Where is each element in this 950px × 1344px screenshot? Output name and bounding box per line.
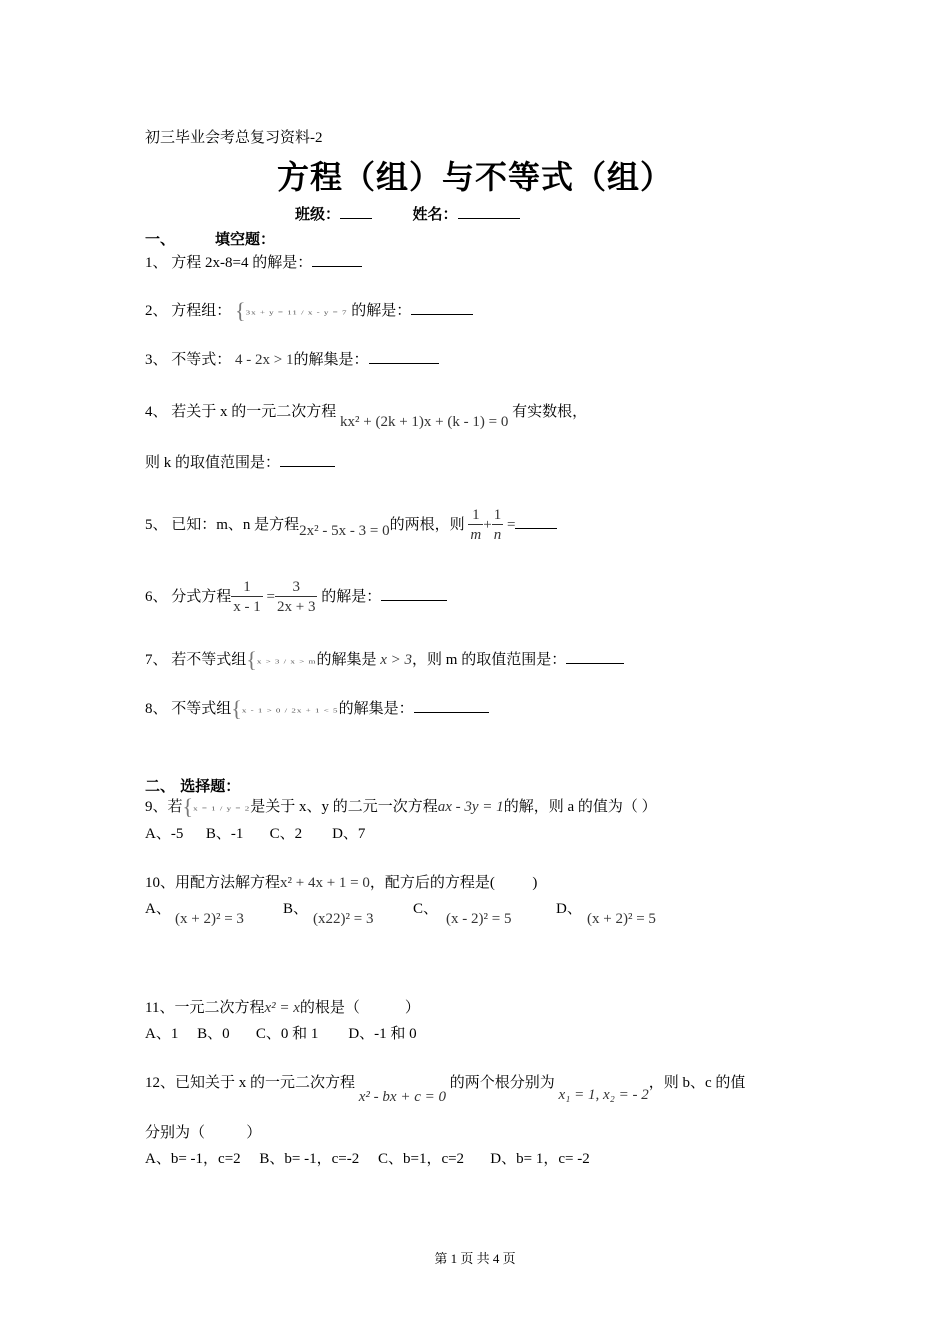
q10-optA: (x + 2)² = 3: [175, 911, 244, 927]
q11-expr: x² = x: [264, 1000, 300, 1016]
q6-prefix: 6、 分式方程: [145, 588, 232, 605]
q6-eq: =: [266, 588, 275, 605]
q11-options: A、1 B、0 C、0 和 1 D、-1 和 0: [145, 1026, 417, 1042]
q8-system: x - 1 > 0 / 2x + 1 < 5: [241, 706, 339, 714]
q8-prefix: 8、 不等式组: [145, 701, 232, 717]
q10-optC-label: C、: [413, 901, 439, 917]
q9-prefix: 9、若: [145, 799, 183, 815]
q10-optD-label: D、: [556, 901, 582, 917]
q12-suffix: ，则 b、c 的值: [648, 1075, 746, 1091]
q4-line2: 则 k 的取值范围是：: [145, 455, 281, 471]
q3-expr: 4 - 2x > 1: [235, 352, 294, 368]
q10-suffix: ，配方后的方程是( ): [369, 875, 538, 891]
q5-frac1: $\frac{1}{m}$: [470, 507, 482, 543]
question-12: [145, 1073, 746, 1105]
page-footer: 第 1 页 共 4 页: [434, 1251, 516, 1266]
q7-blank[interactable]: [566, 649, 624, 664]
question-5: [145, 506, 557, 545]
q12-expr: x² - bx + c = 0: [358, 1089, 446, 1105]
q4-blank[interactable]: [280, 452, 335, 467]
q10-optC: (x - 2)² = 5: [446, 911, 512, 927]
question-2: [145, 300, 473, 322]
q2-blank[interactable]: [411, 300, 473, 315]
q12-mid: 的两个根分别为: [449, 1075, 555, 1091]
q1-text: 1、 方程 2x-8=4 的解是：: [145, 255, 313, 271]
q10-optB: (x22)² = 3: [313, 911, 374, 927]
q6-blank[interactable]: [381, 586, 447, 601]
q9-mid: 是关于 x、y 的二元一次方程: [250, 799, 438, 815]
q2-suffix: 的解是：: [351, 303, 412, 319]
q10-prefix: 10、用配方法解方程: [145, 875, 281, 891]
q3-blank[interactable]: [369, 349, 439, 364]
question-10: [145, 873, 537, 893]
q9-system: x = 1 / y = 2: [193, 804, 251, 812]
q7-suffix: ，则 m 的取值范围是：: [412, 652, 567, 668]
q3-suffix: 的解集是：: [293, 352, 369, 368]
q5-eq: =: [506, 516, 516, 533]
question-7: [145, 649, 624, 671]
q5-blank[interactable]: [515, 514, 557, 529]
q5-expr: 2x² - 5x - 3 = 0: [299, 522, 390, 539]
question-6: [145, 578, 447, 617]
section1-num: 一、: [145, 230, 176, 248]
q5-plus: +: [483, 516, 492, 533]
q3-prefix: 3、 不等式：: [145, 352, 232, 368]
q10-optD: (x + 2)² = 5: [587, 911, 656, 927]
brace-icon: {: [231, 696, 242, 721]
question-1: [145, 252, 362, 273]
q5-frac2: $\frac{1}{n}$: [493, 507, 502, 543]
q9-suffix: 的解，则 a 的值为（ ）: [503, 799, 657, 815]
class-label: 班级：: [295, 205, 341, 223]
question-8: [145, 698, 489, 720]
q5-mid: 的两根，则: [389, 516, 465, 533]
q7-system: x > 3 / x > m: [256, 657, 317, 665]
q7-prefix: 7、 若不等式组: [145, 652, 247, 668]
q9-options: A、-5 B、-1 C、2 D、7: [145, 826, 366, 842]
section1-title: 填空题：: [215, 230, 276, 248]
q5-prefix: 5、 已知：m、n 是方程: [145, 516, 300, 533]
q6-frac1: $\frac{1}{x - 1}$: [233, 579, 261, 615]
q12-line2: 分别为（ ）: [145, 1125, 262, 1141]
question-11: [145, 998, 420, 1018]
doc-title: 方程（组）与不等式（组）: [276, 158, 673, 196]
q8-blank[interactable]: [414, 698, 489, 713]
brace-icon: {: [246, 647, 257, 672]
q12-options: A、b= -1，c=2 B、b= -1，c=-2 C、b=1，c=2 D、b= 1，c= -2: [145, 1151, 590, 1167]
q4-prefix: 4、 若关于 x 的一元二次方程: [145, 404, 337, 420]
q6-frac2: $\frac{3}{2x + 3}$: [276, 579, 316, 615]
q1-blank[interactable]: [312, 252, 362, 267]
q9-expr: ax - 3y = 1: [437, 799, 504, 815]
doc-subtitle: 初三毕业会考总复习资料-2: [145, 130, 323, 146]
q11-suffix: 的根是（ ）: [299, 1000, 420, 1016]
section1-heading: [145, 228, 275, 249]
q4-suffix: 有实数根，: [512, 404, 588, 420]
q2-prefix: 2、 方程组：: [145, 303, 232, 319]
question-3: [145, 349, 439, 370]
q10-expr: x² + 4x + 1 = 0: [280, 875, 370, 891]
brace-icon: {: [235, 298, 246, 323]
q6-suffix: 的解是：: [321, 588, 382, 605]
q8-suffix: 的解集是：: [338, 701, 414, 717]
question-4-line2: [145, 452, 335, 473]
q7-mid: 的解集是: [316, 652, 377, 668]
question-4: [145, 402, 588, 430]
q4-expr: kx² + (2k + 1)x + (k - 1) = 0: [340, 414, 509, 430]
question-9: [145, 794, 657, 819]
info-line: [295, 203, 520, 224]
name-blank[interactable]: [458, 204, 520, 219]
q12-roots: x₁ = 1, x₂ = - 2: [558, 1087, 649, 1103]
q2-system: 3x + y = 11 / x - y = 7: [245, 308, 348, 316]
q11-prefix: 11、一元二次方程: [145, 1000, 265, 1016]
q12-prefix: 12、已知关于 x 的一元二次方程: [145, 1075, 356, 1091]
name-label: 姓名：: [412, 205, 458, 223]
q7-cond: x > 3: [380, 652, 413, 668]
q10-optB-label: B、: [283, 901, 309, 917]
section2-heading: 二、 选择题：: [145, 777, 241, 795]
class-blank[interactable]: [340, 204, 372, 219]
brace-icon: {: [182, 794, 194, 819]
q10-optA-label: A、: [145, 901, 171, 917]
